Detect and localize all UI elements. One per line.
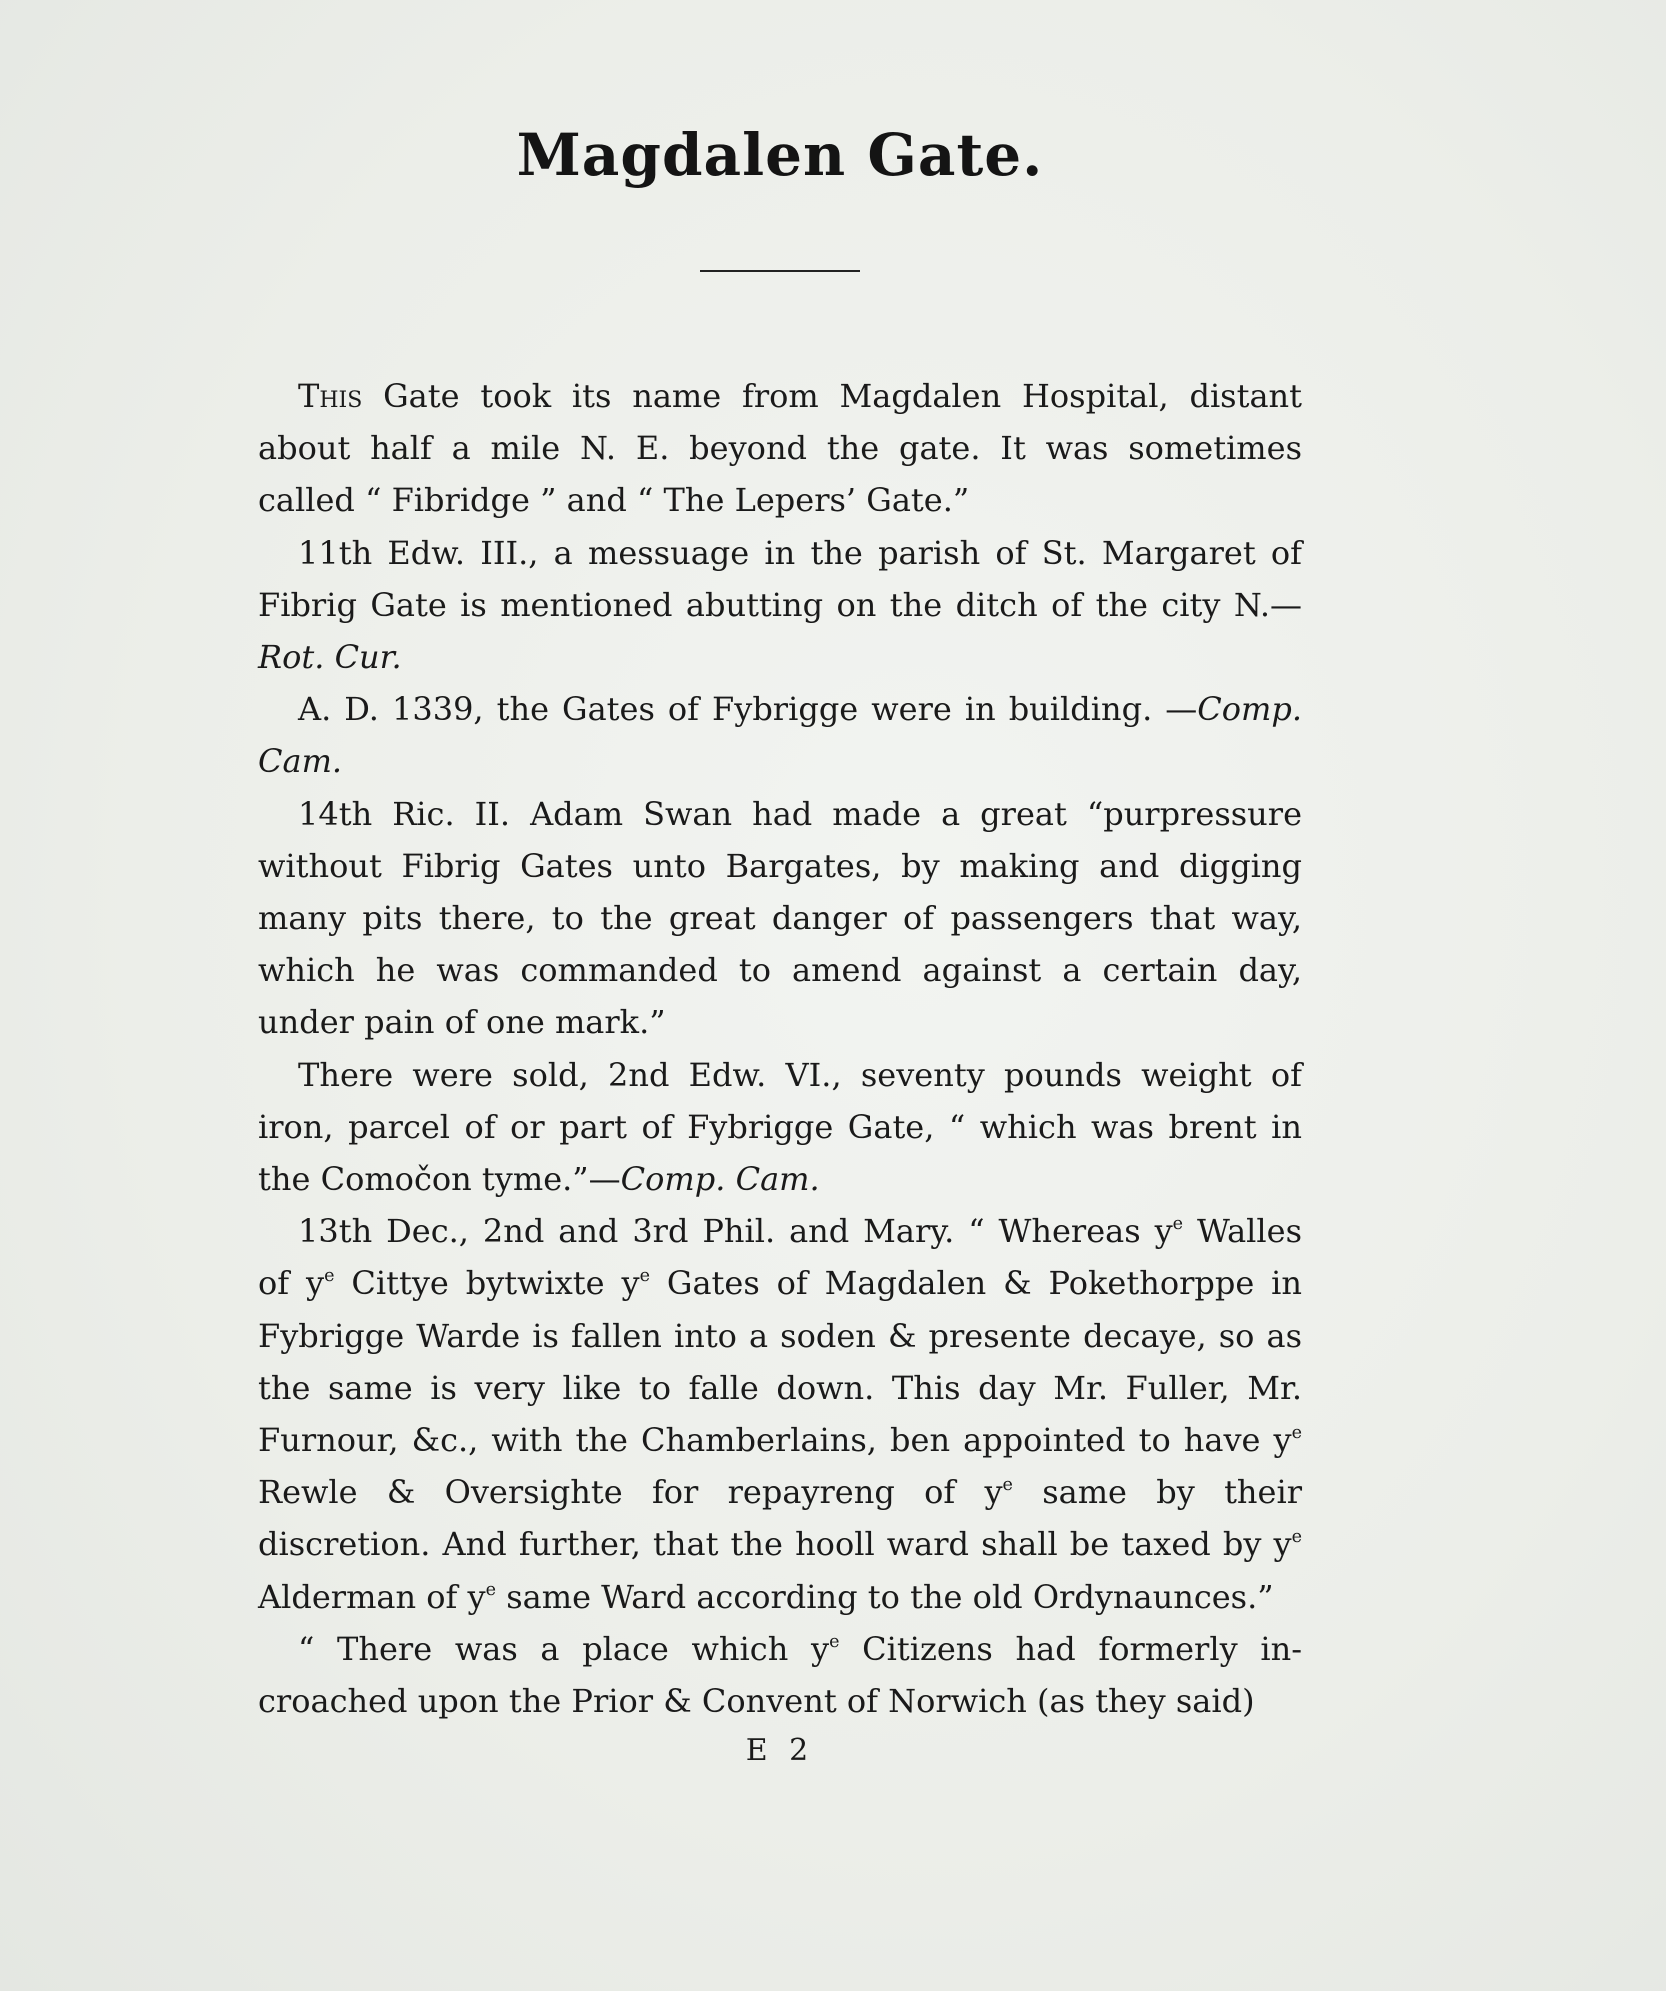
superscript-e: e <box>324 1266 335 1287</box>
page-title: Magdalen Gate. <box>516 121 1044 189</box>
paragraph-6-text: Rewle & Oversighte for repayreng of y <box>258 1473 1003 1512</box>
title-rule <box>700 270 860 272</box>
page-signature: E 2 <box>745 1733 815 1769</box>
paragraph-3 <box>258 683 1302 787</box>
superscript-e: e <box>1291 1527 1302 1548</box>
paragraph-5-text: There were sold, 2nd Edw. VI., seventy pounds weight of iron, parcel of or part of Fybrigge Gate, “ which was brent in the Comočon tyme.”— <box>258 1055 1302 1199</box>
paragraph-6-text: Gates of Magdalen & Pokethorppe in Fybrigge Warde is fallen into a soden & presente decaye, so as the same is very like to falle down. This day Mr. Fuller, Mr. Furnour, &c., with the Chamberlains, ben appointed to have y <box>258 1264 1303 1460</box>
paragraph-2-text: 11th Edw. III., a messuage in the parish of St. Margaret of Fibrig Gate is mentioned abutting on the ditch of the city N.— <box>258 533 1302 624</box>
superscript-e: e <box>1002 1475 1013 1496</box>
superscript-e: e <box>639 1266 650 1287</box>
paragraph-6-text: Walles of y <box>258 1212 1303 1303</box>
paragraph-2 <box>258 527 1302 684</box>
paragraph-6-text: same by their discretion. And further, that the hooll ward shall be taxed by y <box>258 1473 1303 1564</box>
citation: Comp. Cam. <box>620 1160 820 1199</box>
page-content <box>258 110 1302 1768</box>
lead-word: This <box>298 377 363 415</box>
superscript-e: e <box>1291 1422 1302 1443</box>
body-text <box>258 370 1302 1727</box>
paragraph-4 <box>258 788 1302 1049</box>
paragraph-5 <box>258 1049 1302 1206</box>
paragraph-6-text: 13th Dec., 2nd and 3rd Phil. and Mary. “ Whereas y <box>298 1212 1173 1251</box>
citation: Comp. Cam. <box>258 690 1302 781</box>
superscript-e: e <box>829 1631 840 1652</box>
paragraph-7-text: Citizens had formerly incroached upon the Prior & Convent of Norwich (as they said) <box>258 1629 1303 1721</box>
paragraph-6-text: Cittye bytwixte y <box>334 1264 640 1303</box>
citation: Rot. Cur. <box>258 638 402 677</box>
paragraph-4-text: 14th Ric. II. Adam Swan had made a great “purpressure without Fibrig Gates unto Bargates, by making and digging many pits there, to the great danger of passengers that way, which he was commanded to amend against a certain day, under pain of one mark.” <box>258 794 1302 1042</box>
paragraph-7 <box>258 1623 1302 1727</box>
paragraph-1 <box>258 370 1302 527</box>
paragraph-6-text: Alderman of y <box>258 1577 486 1616</box>
paragraph-7-text: “ There was a place which y <box>298 1629 830 1668</box>
superscript-e: e <box>485 1579 497 1600</box>
paragraph-3-text: A. D. 1339, the Gates of Fybrigge were in building. — <box>298 690 1198 729</box>
paragraph-1-text: Gate took its name from Magdalen Hospital, distant about half a mile N. E. beyond the gate. It was sometimes called “ Fibridge ” and “ The Lepers’ Gate.” <box>258 377 1302 520</box>
paragraph-6-text: same Ward according to the old Ordynaunces.” <box>496 1577 1274 1616</box>
paragraph-6 <box>258 1205 1302 1623</box>
superscript-e: e <box>1172 1214 1184 1235</box>
